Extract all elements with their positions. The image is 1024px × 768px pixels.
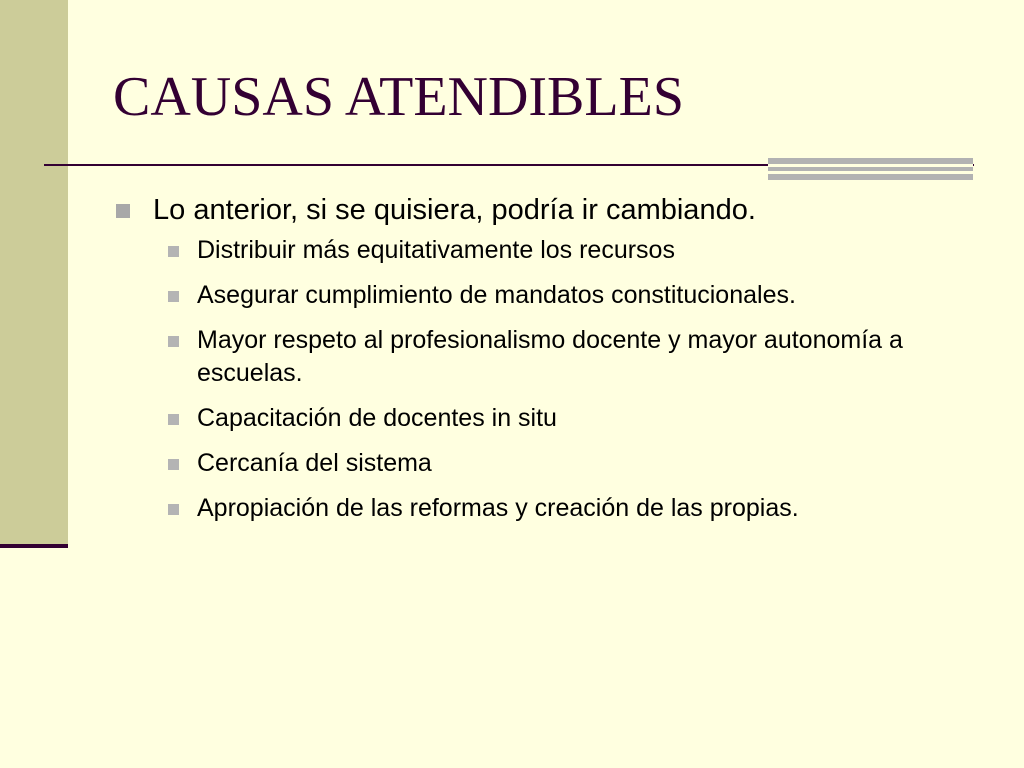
square-bullet-icon: [116, 204, 130, 218]
accent-stripe: [768, 158, 973, 164]
sub-bullet-point: [113, 279, 957, 312]
sub-bullet-point: [113, 402, 957, 435]
left-band-base-line: [0, 544, 68, 548]
square-bullet-icon: [168, 504, 179, 515]
square-bullet-icon: [168, 336, 179, 347]
sub-bullet-point: [113, 492, 957, 525]
sub-bullet-text: Apropiación de las reformas y creación de las propias.: [197, 494, 799, 522]
sub-bullet-text: Cercanía del sistema: [197, 449, 432, 477]
square-bullet-icon: [168, 459, 179, 470]
slide-body: [113, 192, 993, 537]
accent-stripe: [768, 167, 973, 171]
left-decorative-band: [0, 0, 68, 548]
sub-bullet-list: [113, 234, 993, 525]
square-bullet-icon: [168, 246, 179, 257]
main-bullet-text: Lo anterior, si se quisiera, podría ir cambiando.: [153, 194, 756, 226]
sub-bullet-text: Mayor respeto al profesionalismo docente y mayor autonomía a escuelas.: [197, 326, 903, 387]
sub-bullet-text: Distribuir más equitativamente los recursos: [197, 236, 675, 264]
main-bullet-point: [113, 192, 993, 228]
sub-bullet-text: Capacitación de docentes in situ: [197, 404, 557, 432]
title-accent-stripes: [768, 158, 973, 180]
sub-bullet-point: [113, 447, 957, 480]
square-bullet-icon: [168, 414, 179, 425]
accent-stripe: [768, 174, 973, 180]
square-bullet-icon: [168, 291, 179, 302]
sub-bullet-point: [113, 324, 957, 390]
sub-bullet-point: [113, 234, 957, 267]
slide-title: CAUSAS ATENDIBLES: [113, 66, 684, 128]
sub-bullet-text: Asegurar cumplimiento de mandatos constitucionales.: [197, 281, 796, 309]
